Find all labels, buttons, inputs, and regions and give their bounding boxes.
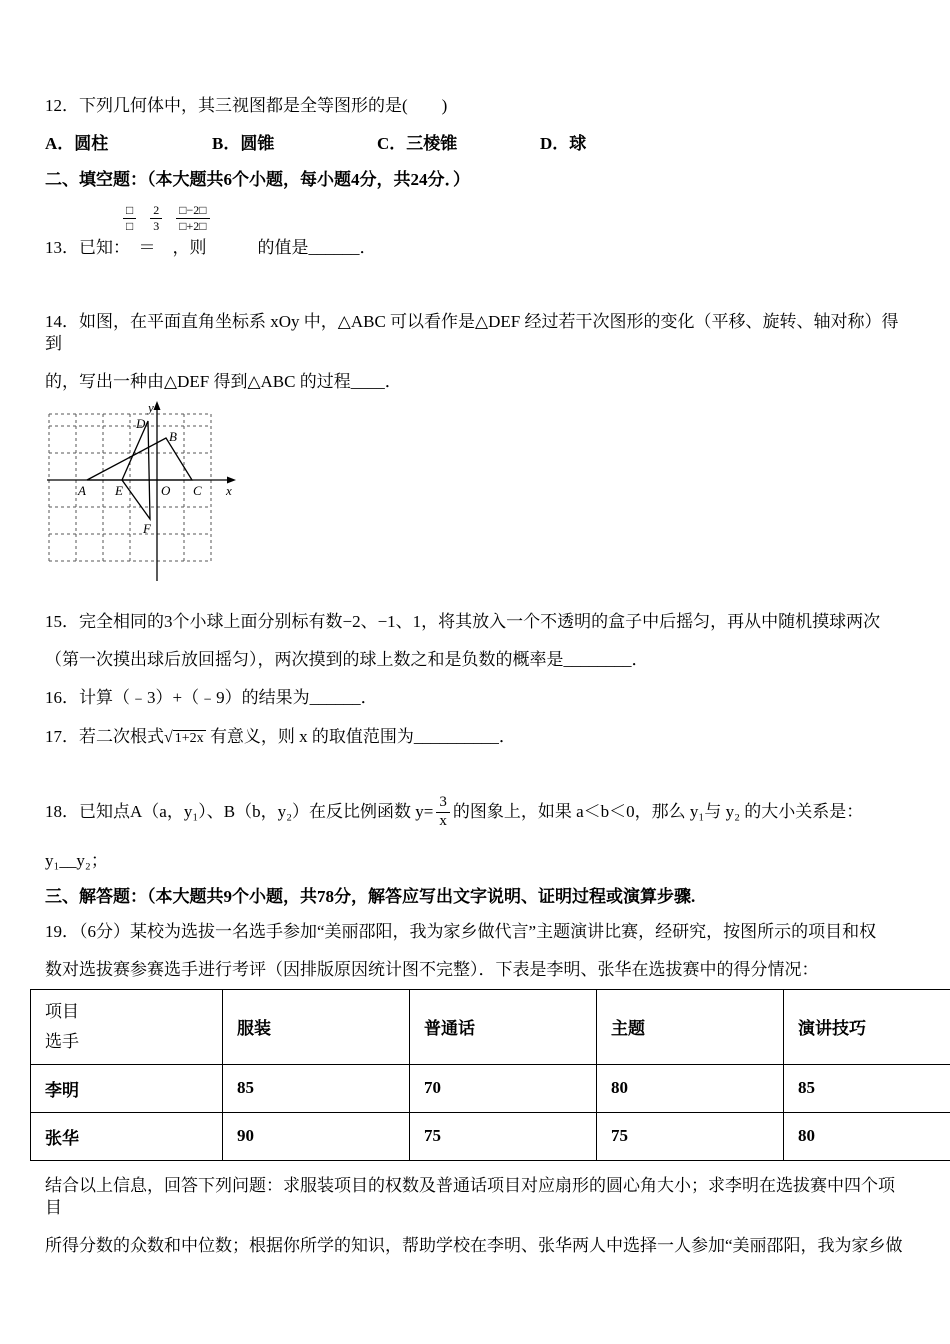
question-18-answer-line: y₁__y₂； [45,850,108,870]
option-d: D．球 [540,134,587,153]
q18-before: 18．已知点A（a，y₁）、B（b，y₂）在反比例函数 y= [45,802,434,822]
student-name-cell: 李明 [31,1064,223,1112]
coordinate-figure [45,401,905,586]
question-19-after1: 结合以上信息，回答下列问题：求服装项目的权数及普通话项目对应扇形的圆心角大小；求李明在选拔赛中四个项目 [45,1175,895,1217]
score-cell: 75 [410,1112,597,1160]
question-14-line1: 14．如图，在平面直角坐标系 xOy 中，△ABC 可以看作是△DEF 经过若干次图形的变化（平移、旋转、轴对称）得到 [45,312,899,353]
question-19-after2: 所得分数的众数和中位数；根据你所学的知识，帮助学校在李明、张华两人中选择一人参加“美丽邵阳，我为家乡做 [45,1235,903,1255]
table-header-cell: 演讲技巧 [784,989,950,1064]
score-cell: 90 [223,1112,410,1160]
q18-after: 的图象上，如果 a＜b＜0，那么 y₁与 y₂ 的大小关系是： [452,802,864,822]
table-row [31,1064,950,1112]
label-x-axis: x [226,483,232,498]
label-point-b: B [169,429,177,444]
label-point-a: A [78,483,86,498]
q17-before: 17．若二次根式 [45,727,164,746]
question-16-text: 16．计算（﹣3）+（﹣9）的结果为______． [45,688,378,707]
fraction-a-over-b: $\frac{□}{□}$ [123,204,136,232]
table-header-row [31,989,950,1064]
table-row [31,1112,950,1160]
score-cell: 70 [410,1064,597,1112]
table-header-cell: 主题 [597,989,784,1064]
question-12-text: 12．下列几何体中，其三视图都是全等图形的是( ) [45,96,448,115]
section-2-heading: 二、填空题：（本大题共6个小题，每小题4分，共24分．） [45,170,470,189]
option-b: B．圆锥 [212,134,275,153]
option-c: C．三棱锥 [377,134,458,153]
q17-after: 有意义，则 x 的取值范围为__________． [205,727,516,746]
label-origin: O [161,483,171,498]
corner-top-label: 项目 [45,1001,79,1021]
table-corner-cell [31,989,223,1064]
question-19-line1: 19．（6分）某校为选拔一名选手参加“美丽邵阳，我为家乡做代言”主题演讲比赛，经研究，按图所示的项目和权 [45,921,877,941]
axes [47,405,233,581]
y-axis-arrow [154,401,161,410]
question-12-options [45,133,905,155]
sqrt-expression: √ 1+2x [164,729,204,746]
score-cell: 85 [784,1064,950,1112]
question-13-fractions [123,203,905,233]
question-15-line1: 15．完全相同的3个小球上面分别标有数−2、−1、1，将其放入一个不透明的盒子中后摇匀，再从中随机摸球两次 [45,612,881,631]
fraction-expression: $\frac{□-2□}{□+2□}$ [176,204,209,232]
label-point-c: C [193,483,202,498]
question-14-line2: 的，写出一种由△DEF 得到△ABC 的过程____． [45,372,402,391]
question-13-text: 13．已知： ＝ ，则 的值是______． [45,238,377,257]
label-point-d: D [136,416,146,431]
label-point-f: F [143,521,151,536]
table-header-cell: 服装 [223,989,410,1064]
label-point-e: E [115,483,123,498]
question-17-text [45,725,905,751]
corner-bottom-label: 选手 [45,1031,79,1051]
option-a: A．圆柱 [45,134,109,153]
score-cell: 85 [223,1064,410,1112]
score-cell: 75 [597,1112,784,1160]
question-15-line2: （第一次摸出球后放回摇匀），两次摸到的球上数之和是负数的概率是________． [45,650,649,669]
score-table [30,989,950,1161]
section-3-heading: 三、解答题：（本大题共9个小题，共78分，解答应写出文字说明、证明过程或演算步骤. [45,886,696,906]
table-header-cell: 普通话 [410,989,597,1064]
coordinate-grid-svg [45,401,240,586]
fraction-3-over-x: $\frac{3}{x}$ [436,795,450,830]
grid-lines [49,414,211,561]
student-name-cell: 张华 [31,1112,223,1160]
score-cell: 80 [784,1112,950,1160]
fraction-two-thirds: $\frac{2}{3}$ [150,204,162,232]
score-cell: 80 [597,1064,784,1112]
question-18-text [45,795,905,830]
question-19-line2: 数对选拔赛参赛选手进行考评（因排版原因统计图不完整）．下表是李明、张华在选拔赛中的得分情况： [45,959,819,979]
label-y-axis: y [148,401,154,415]
triangle-def [122,421,150,519]
